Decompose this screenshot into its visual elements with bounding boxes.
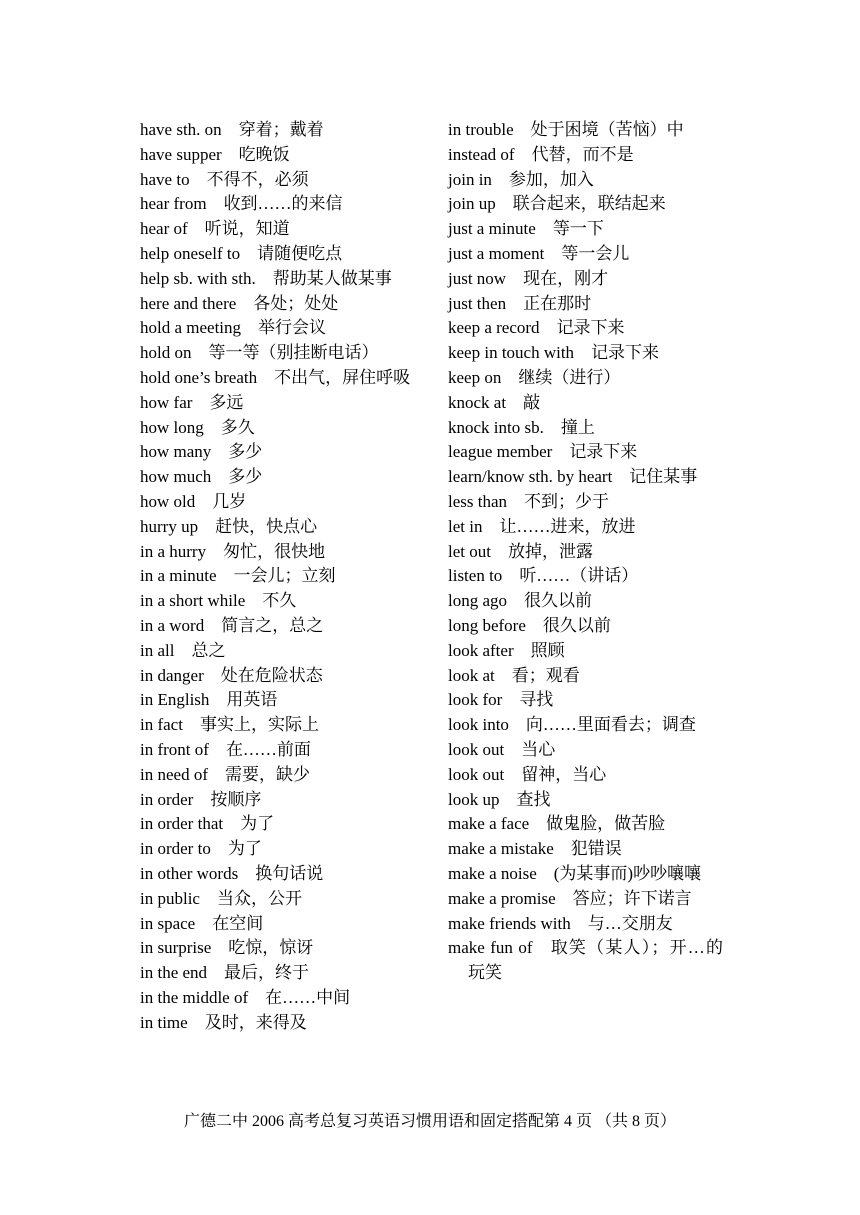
chinese-meaning: 听……（讲话） [519, 566, 639, 586]
chinese-meaning: 换句话说 [255, 863, 324, 883]
phrase-entry [448, 490, 723, 515]
phrase-entry [140, 540, 417, 565]
english-phrase: make a mistake [448, 839, 554, 859]
phrase-entry [448, 564, 723, 589]
phrase-entry [140, 738, 417, 763]
english-phrase: less than [448, 491, 508, 511]
chinese-meaning: 参加，加入 [508, 169, 594, 189]
phrase-entry [448, 416, 723, 441]
english-phrase: in space [140, 913, 196, 933]
chinese-meaning: 联合起来，联结起来 [512, 194, 666, 214]
chinese-meaning: 不得不，必须 [206, 169, 309, 189]
phrase-entry [140, 564, 417, 589]
phrase-entry [140, 242, 417, 267]
english-phrase: league member [448, 442, 553, 462]
chinese-meaning: 请随便吃点 [257, 243, 343, 263]
chinese-meaning: 与…交朋友 [587, 913, 673, 933]
chinese-meaning: 让……进来，放进 [499, 516, 636, 536]
phrase-entry [448, 292, 723, 317]
chinese-meaning: 举行会议 [258, 318, 327, 338]
chinese-meaning: 等一会儿 [561, 243, 630, 263]
chinese-meaning: 用英语 [226, 690, 278, 710]
phrase-entry [140, 639, 417, 664]
chinese-meaning: 多远 [209, 392, 244, 412]
chinese-meaning: 寻找 [519, 690, 554, 710]
chinese-meaning: 几岁 [212, 491, 247, 511]
phrase-entry [140, 837, 417, 862]
phrase-entry [448, 168, 723, 193]
phrase-entry [448, 440, 723, 465]
phrase-entry [448, 788, 723, 813]
chinese-meaning: 看；观看 [511, 665, 580, 685]
english-phrase: in the middle of [140, 987, 249, 1007]
english-phrase: let in [448, 516, 483, 536]
english-phrase: join up [448, 194, 496, 214]
chinese-meaning: 收到……的来信 [223, 194, 343, 214]
english-phrase: make friends with [448, 913, 571, 933]
english-phrase: in a word [140, 615, 205, 635]
english-phrase: keep a record [448, 318, 540, 338]
english-phrase: long ago [448, 591, 508, 611]
phrase-entry [140, 713, 417, 738]
english-phrase: here and there [140, 293, 237, 313]
chinese-meaning: 取笑（某人）；开…的玩笑 [468, 938, 723, 983]
chinese-meaning: 帮助某人做某事 [272, 268, 392, 288]
chinese-meaning: 赶快，快点心 [215, 516, 318, 536]
chinese-meaning: 总之 [191, 640, 226, 660]
phrase-entry [448, 515, 723, 540]
phrase-entry [140, 688, 417, 713]
chinese-meaning: 听说，知道 [204, 219, 290, 239]
chinese-meaning: 及时，来得及 [204, 1012, 307, 1032]
english-phrase: in front of [140, 739, 209, 759]
english-phrase: hold on [140, 343, 192, 363]
phrase-entry [448, 267, 723, 292]
chinese-meaning: 当众，公开 [216, 888, 302, 908]
english-phrase: in all [140, 640, 175, 660]
chinese-meaning: 当心 [521, 739, 556, 759]
english-phrase: hear of [140, 219, 188, 239]
phrase-entry [140, 986, 417, 1011]
phrase-entry [448, 316, 723, 341]
phrase-entry [140, 118, 417, 143]
chinese-meaning: 匆忙，很快地 [223, 541, 326, 561]
phrase-entry [140, 614, 417, 639]
english-phrase: learn/know sth. by heart [448, 467, 613, 487]
english-phrase: have to [140, 169, 190, 189]
chinese-meaning: 很久以前 [542, 615, 611, 635]
phrase-entry [140, 912, 417, 937]
english-phrase: have sth. on [140, 120, 222, 139]
english-phrase: in surprise [140, 938, 212, 958]
chinese-meaning: 放掉，泄露 [507, 541, 593, 561]
english-phrase: look out [448, 739, 505, 759]
chinese-meaning: 多少 [228, 467, 263, 487]
english-phrase: just a moment [448, 243, 545, 263]
phrase-entry [140, 440, 417, 465]
chinese-meaning: 继续（进行） [518, 367, 621, 387]
chinese-meaning: 记录下来 [569, 442, 638, 462]
chinese-meaning: 记住某事 [629, 467, 698, 487]
chinese-meaning: 等一等（别挂断电话） [208, 343, 379, 363]
phrase-entry [140, 168, 417, 193]
phrase-entry [140, 416, 417, 441]
chinese-meaning: 在……前面 [225, 739, 311, 759]
english-phrase: knock into sb. [448, 417, 544, 437]
chinese-meaning: 为了 [240, 814, 275, 834]
english-phrase: just now [448, 268, 507, 288]
english-phrase: long before [448, 615, 526, 635]
chinese-meaning: 等一下 [552, 219, 604, 239]
chinese-meaning: 简言之，总之 [221, 615, 324, 635]
chinese-meaning: 查找 [516, 789, 551, 809]
english-phrase: look into [448, 715, 509, 735]
english-phrase: let out [448, 541, 491, 561]
phrase-entry [140, 961, 417, 986]
english-phrase: how far [140, 392, 193, 412]
phrase-entry [448, 713, 723, 738]
chinese-meaning: 不久 [262, 591, 297, 611]
phrase-entry [448, 465, 723, 490]
english-phrase: look up [448, 789, 500, 809]
english-phrase: in a minute [140, 566, 217, 586]
phrase-entry [140, 391, 417, 416]
english-phrase: in public [140, 888, 200, 908]
chinese-meaning: (为某事而)吵吵嚷嚷 [553, 863, 702, 883]
phrase-entry [140, 292, 417, 317]
left-column [140, 118, 417, 1035]
chinese-meaning: 多少 [228, 442, 263, 462]
english-phrase: in a hurry [140, 541, 207, 561]
chinese-meaning: 正在那时 [523, 293, 592, 313]
english-phrase: make a face [448, 814, 530, 834]
phrase-entry [448, 391, 723, 416]
phrase-entry [448, 738, 723, 763]
english-phrase: in English [140, 690, 210, 710]
english-phrase: in need of [140, 764, 208, 784]
chinese-meaning: 很久以前 [524, 591, 593, 611]
phrase-entry [140, 887, 417, 912]
phrase-entry [448, 217, 723, 242]
phrase-entry [140, 366, 417, 391]
english-phrase: listen to [448, 566, 503, 586]
chinese-meaning: 撞上 [560, 417, 595, 437]
phrase-entry [140, 763, 417, 788]
phrase-entry [448, 763, 723, 788]
chinese-meaning: 敲 [523, 392, 541, 412]
phrase-entry [140, 267, 417, 292]
chinese-meaning: 向……里面看去；调查 [525, 715, 696, 735]
english-phrase: help oneself to [140, 243, 241, 263]
phrase-entry [448, 887, 723, 912]
english-phrase: in order that [140, 814, 224, 834]
phrase-entry [448, 614, 723, 639]
phrase-entry [140, 490, 417, 515]
phrase-entry [140, 316, 417, 341]
english-phrase: make a noise [448, 863, 537, 883]
chinese-meaning: 事实上，实际上 [199, 715, 319, 735]
phrase-entry [448, 589, 723, 614]
english-phrase: hold a meeting [140, 318, 242, 338]
phrase-entry [448, 912, 723, 937]
page-footer: 广德二中 2006 高考总复习英语习惯用语和固定搭配第 4 页 （共 8 页） [183, 1113, 676, 1130]
phrase-entry [140, 143, 417, 168]
phrase-entry [448, 688, 723, 713]
english-phrase: in order to [140, 839, 211, 859]
chinese-meaning: 处在危险状态 [220, 665, 323, 685]
chinese-meaning: 各处；处处 [253, 293, 339, 313]
english-phrase: how old [140, 491, 196, 511]
chinese-meaning: 代替，而不是 [531, 144, 634, 164]
english-phrase: in a short while [140, 591, 246, 611]
english-phrase: make a promise [448, 888, 556, 908]
phrase-entry [448, 341, 723, 366]
phrase-entry [448, 192, 723, 217]
phrase-entry [140, 862, 417, 887]
chinese-meaning: 处于困境（苦恼）中 [530, 120, 684, 139]
english-phrase: hurry up [140, 516, 199, 536]
chinese-meaning: 做鬼脸，做苦脸 [546, 814, 666, 834]
phrase-entry [448, 639, 723, 664]
chinese-meaning: 现在，刚才 [523, 268, 609, 288]
english-phrase: look after [448, 640, 514, 660]
english-phrase: just then [448, 293, 507, 313]
chinese-meaning: 记录下来 [591, 343, 660, 363]
phrase-entry [448, 664, 723, 689]
chinese-meaning: 按顺序 [210, 789, 262, 809]
english-phrase: keep in touch with [448, 343, 575, 363]
chinese-meaning: 留神，当心 [521, 764, 607, 784]
english-phrase: in time [140, 1012, 188, 1032]
chinese-meaning: 一会儿；立刻 [233, 566, 336, 586]
english-phrase: in other words [140, 863, 239, 883]
english-phrase: have supper [140, 144, 222, 164]
english-phrase: hear from [140, 194, 207, 214]
chinese-meaning: 在……中间 [265, 987, 351, 1007]
chinese-meaning: 犯错误 [570, 839, 622, 859]
phrase-entry [140, 341, 417, 366]
phrase-entry [140, 589, 417, 614]
phrase-entry [140, 1011, 417, 1036]
english-phrase: instead of [448, 144, 515, 164]
english-phrase: knock at [448, 392, 507, 412]
english-phrase: in the end [140, 963, 208, 983]
phrase-entry [140, 515, 417, 540]
chinese-meaning: 记录下来 [556, 318, 625, 338]
chinese-meaning: 最后，终于 [224, 963, 310, 983]
chinese-meaning: 照顾 [530, 640, 565, 660]
phrase-entry [140, 465, 417, 490]
phrase-entry [140, 192, 417, 217]
chinese-meaning: 多久 [220, 417, 255, 437]
english-phrase: how much [140, 467, 212, 487]
phrase-entry [140, 788, 417, 813]
phrase-entry [448, 812, 723, 837]
english-phrase: join in [448, 169, 492, 189]
english-phrase: look at [448, 665, 495, 685]
english-phrase: keep on [448, 367, 502, 387]
english-phrase: how long [140, 417, 204, 437]
phrase-entry [448, 143, 723, 168]
phrase-entry [140, 812, 417, 837]
phrase-entry [448, 540, 723, 565]
right-column [448, 118, 723, 986]
phrase-entry [140, 936, 417, 961]
chinese-meaning: 吃晚饭 [238, 144, 290, 164]
chinese-meaning: 吃惊，惊讶 [228, 938, 314, 958]
chinese-meaning: 答应；许下诺言 [572, 888, 692, 908]
english-phrase: in order [140, 789, 194, 809]
chinese-meaning: 需要，缺少 [224, 764, 310, 784]
english-phrase: in danger [140, 665, 204, 685]
phrase-entry [448, 837, 723, 862]
phrase-entry [448, 936, 723, 986]
english-phrase: just a minute [448, 219, 536, 239]
phrase-entry [448, 118, 723, 143]
chinese-meaning: 为了 [227, 839, 262, 859]
chinese-meaning: 在空间 [212, 913, 264, 933]
english-phrase: look out [448, 764, 505, 784]
english-phrase: look for [448, 690, 503, 710]
chinese-meaning: 穿着；戴着 [238, 120, 324, 139]
english-phrase: hold one’s breath [140, 367, 258, 387]
english-phrase: in fact [140, 715, 183, 735]
english-phrase: make fun of [448, 938, 533, 958]
chinese-meaning: 不到；少于 [524, 491, 610, 511]
english-phrase: how many [140, 442, 212, 462]
english-phrase: help sb. with sth. [140, 268, 256, 288]
chinese-meaning: 不出气，屏住呼吸 [274, 367, 411, 387]
phrase-entry [140, 217, 417, 242]
english-phrase: in trouble [448, 120, 514, 139]
phrase-entry [140, 664, 417, 689]
phrase-entry [448, 366, 723, 391]
phrase-entry [448, 242, 723, 267]
phrase-entry [448, 862, 723, 887]
